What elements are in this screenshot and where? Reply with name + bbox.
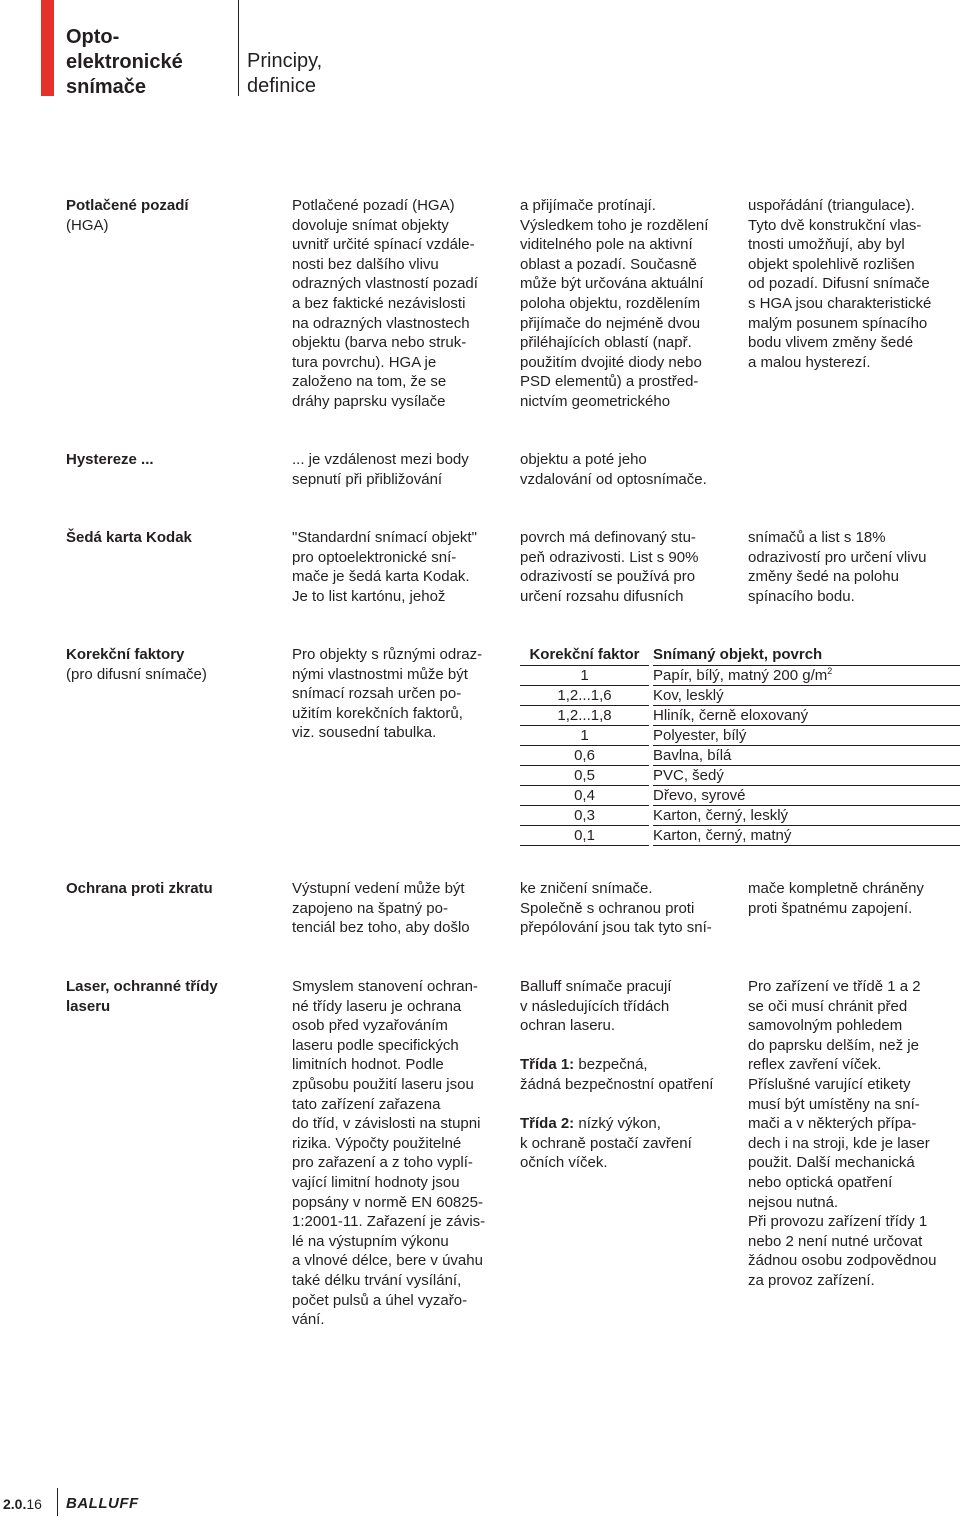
factor-cell: 1,2...1,6 bbox=[520, 686, 649, 706]
laser-class2-label: Třída 2: bbox=[520, 1115, 575, 1133]
kodak-text-col1: "Standardní snímací objekt" pro optoelektronické sní- mače je šedá karta Kodak. Je to list kartónu, jehož bbox=[292, 529, 477, 605]
column-header-factor: Korekční faktor bbox=[520, 645, 649, 666]
hga-text-col3: uspořádání (triangulace). Tyto dvě konstrukční vlas- tnosti umožňují, aby byl objekt spolehlivě rozlišen od pozadí. Difusní snímače s HGA jsou charakteristické malým posunem spínacího bodu vlivem změny šedé a malou hysterezí. bbox=[748, 197, 932, 371]
page-subtitle: Principy, definice bbox=[247, 50, 323, 97]
category-title: Opto- elektronické snímače bbox=[66, 26, 183, 98]
column-header-object: Snímaný objekt, povrch bbox=[653, 645, 960, 666]
table-row bbox=[520, 726, 960, 746]
object-cell: Karton, černý, lesklý bbox=[653, 806, 960, 826]
factor-cell: 0,5 bbox=[520, 766, 649, 786]
table-row bbox=[520, 806, 960, 826]
balluff-logo: BALLUFF bbox=[66, 1495, 139, 1512]
object-cell: Papír, bílý, matný 200 $g/m^2$ bbox=[653, 666, 960, 686]
object-cell: Hliník, černě eloxovaný bbox=[653, 706, 960, 726]
object-cell: Dřevo, syrové bbox=[653, 786, 960, 806]
table-row bbox=[520, 706, 960, 726]
header-divider bbox=[238, 0, 239, 96]
kodak-text-col2: povrch má definovaný stu- peň odrazivosti. List s 90% odrazivostí se používá pro určení rozsahu difusních bbox=[520, 529, 699, 605]
table-header-row bbox=[520, 645, 960, 666]
table-row bbox=[520, 666, 960, 686]
term-kodak: Šedá karta Kodak bbox=[66, 529, 192, 546]
footer-divider bbox=[57, 1488, 58, 1516]
correction-factor-table bbox=[520, 645, 960, 846]
factor-cell: 0,1 bbox=[520, 826, 649, 846]
table-row bbox=[520, 826, 960, 846]
table-row bbox=[520, 746, 960, 766]
factor-cell: 1,2...1,8 bbox=[520, 706, 649, 726]
term-short-circuit: Ochrana proti zkratu bbox=[66, 880, 213, 897]
laser-text-col3: Pro zařízení ve třídě 1 a 2 se oči musí chránit před samovolným pohledem do paprsku delším, než je reflex zavření víček. Příslušné varující etikety musí být umístěny na sní- mači a v některých přípa- dech i na stroji, kde je laser použit. Další mechanická nebo optická opatření nejsou nutná. Při provozu zařízení třídy 1 nebo 2 není nutné určovat žádnou osobu zodpovědnou za provoz zařízení. bbox=[748, 978, 937, 1289]
factor-cell: 1 bbox=[520, 666, 649, 686]
laser-text-col1: Smyslem stanovení ochran- né třídy laseru je ochrana osob před vyzařováním laseru podle specifických limitních hodnot. Podle způsobu použití laseru jsou tato zařízení zařazena do tříd, v závislosti na stupni rizika. Výpočty použitelné pro zařazení a z toho vyplí- vající limitní hodnoty jsou popsány v normě EN 60825- 1:2001-11. Zařazení je závis- lé na výstupním výkonu a vlnové délce, bere v úvahu také délku trvání vysílání, počet pulsů a úhel vyzařo- vání. bbox=[292, 978, 486, 1329]
hga-text-col2: a přijímače protínají. Výsledkem toho je rozdělení viditelného pole na aktivní oblast a pozadí. Současně může být určována aktuální poloha objektu, rozdělením přijímače do nejméně dvou přiléhajících oblastí (např. použitím dvojité diody nebo PSD elementů) a prostřed- nictvím geometrického bbox=[520, 197, 709, 410]
table-row bbox=[520, 766, 960, 786]
laser-class2-text: nízký výkon, k ochraně postačí zavření očních víček. bbox=[520, 1115, 692, 1172]
term-hga: Potlačené pozadí (HGA) bbox=[66, 197, 189, 234]
correction-text-col1: Pro objekty s různými odraz- nými vlastnostmi může být snímací rozsah určen po- užitím korekčních faktorů, viz. sousední tabulka. bbox=[292, 646, 483, 742]
object-cell: Kov, lesklý bbox=[653, 686, 960, 706]
factor-cell: 1 bbox=[520, 726, 649, 746]
term-laser: Laser, ochranné třídy laseru bbox=[66, 978, 218, 1015]
object-cell: Bavlna, bílá bbox=[653, 746, 960, 766]
laser-text-col2 bbox=[520, 977, 732, 1173]
short-circuit-text-col1: Výstupní vedení může být zapojeno na špatný po- tenciál bez toho, aby došlo bbox=[292, 880, 470, 937]
laser-class1-label: Třída 1: bbox=[520, 1056, 575, 1074]
object-cell: Polyester, bílý bbox=[653, 726, 960, 746]
laser-intro: Balluff snímače pracují v následujících třídách ochran laseru. bbox=[520, 978, 672, 1035]
kodak-text-col3: snímačů a list s 18% odrazivostí pro určení vlivu změny šedé na polohu spínacího bodu. bbox=[748, 529, 927, 605]
object-cell: Karton, černý, matný bbox=[653, 826, 960, 846]
table-row bbox=[520, 686, 960, 706]
hysteresis-text-col2: objektu a poté jeho vzdalování od optosnímače. bbox=[520, 451, 707, 488]
hga-text-col1: Potlačené pozadí (HGA) dovoluje snímat objekty uvnitř určité spínací vzdále- nosti bez dalšího vlivu odrazných vlastností pozadí a bez faktické nezávislosti na odrazných vlastnostech objektu (barva nebo struk- tura povrchu). HGA je založeno na tom, že se dráhy paprsku vysílače bbox=[292, 197, 478, 410]
page-number: 2.0.16 bbox=[3, 1496, 42, 1512]
category-color-bar bbox=[41, 0, 54, 96]
factor-cell: 0,6 bbox=[520, 746, 649, 766]
term-correction-factors: Korekční faktory (pro difusní snímače) bbox=[66, 646, 207, 683]
short-circuit-text-col2: ke zničení snímače. Společně s ochranou proti přepólování jsou tak tyto sní- bbox=[520, 880, 712, 937]
short-circuit-text-col3: mače kompletně chráněny proti špatnému zapojení. bbox=[748, 880, 924, 917]
factor-cell: 0,3 bbox=[520, 806, 649, 826]
table-row bbox=[520, 786, 960, 806]
object-cell: PVC, šedý bbox=[653, 766, 960, 786]
laser-class1-text: bezpečná, žádná bezpečnostní opatření bbox=[520, 1056, 714, 1093]
factor-cell: 0,4 bbox=[520, 786, 649, 806]
hysteresis-text-col1: ... je vzdálenost mezi body sepnutí při přibližování bbox=[292, 451, 469, 488]
term-hysteresis: Hystereze ... bbox=[66, 451, 154, 468]
